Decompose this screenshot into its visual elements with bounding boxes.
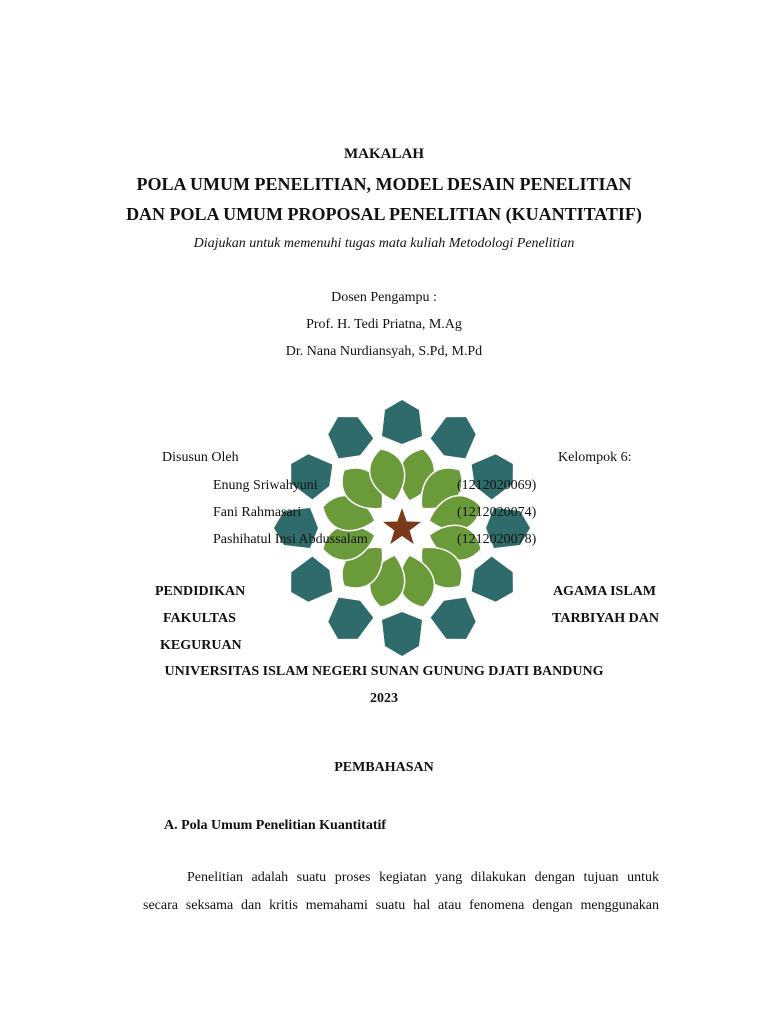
lecturer-name: Prof. H. Tedi Priatna, M.Ag [306, 317, 462, 332]
logo-outer-petal [281, 553, 339, 610]
title-line-1: POLA UMUM PENELITIAN, MODEL DESAIN PENELITIAN [136, 174, 632, 194]
logo-outer-petal [465, 447, 523, 504]
year: 2023 [370, 691, 398, 706]
lecturer-label: Dosen Pengampu : [331, 290, 437, 305]
logo-outer-petal [321, 591, 378, 649]
group-label: Kelompok 6: [558, 450, 632, 465]
title-line-2: DAN POLA UMUM PROPOSAL PENELITIAN (KUANTITATIF) [126, 204, 642, 224]
member-nim: (1212020069) [457, 478, 537, 493]
member-nim: (1212020074) [457, 505, 537, 520]
member-name: Enung Sriwahyuni [213, 478, 318, 493]
subsection-title: A. Pola Umum Penelitian Kuantitatif [164, 818, 387, 833]
logo-outer-petal [427, 591, 484, 649]
document-heading: MAKALAH [344, 146, 424, 162]
institution-left-text: FAKULTAS [163, 611, 236, 626]
member-nim: (1212020078) [457, 532, 537, 547]
institution-right-text: AGAMA ISLAM [552, 584, 656, 599]
member-name: Pashihatul Insi Abdussalam [213, 532, 368, 547]
logo-outer-petal [321, 407, 378, 465]
logo-outer-petal [382, 400, 422, 444]
lecturer-name: Dr. Nana Nurdiansyah, S.Pd, M.Pd [285, 344, 483, 359]
institution-right-text: TARBIYAH DAN [552, 611, 659, 626]
logo-outer-petal [427, 407, 484, 465]
member-name: Fani Rahmasari [213, 505, 302, 520]
logo-outer-petal [281, 447, 339, 504]
authors-label: Disusun Oleh [162, 450, 239, 465]
paragraph-line: secara seksama dan kritis memahami suatu hal atau fenomena dengan menggunakan [143, 898, 659, 913]
university-logo [272, 398, 532, 658]
institution-left-text: PENDIDIKAN [155, 584, 246, 599]
section-title: PEMBAHASAN [334, 760, 434, 775]
logo-outer-petal [382, 612, 422, 656]
institution-left-text: KEGURUAN [160, 638, 242, 653]
university-name: UNIVERSITAS ISLAM NEGERI SUNAN GUNUNG DJATI BANDUNG [164, 664, 604, 679]
logo-star [383, 508, 421, 544]
subtitle: Diajukan untuk memenuhi tugas mata kuliah Metodologi Penelitian [193, 236, 575, 251]
logo-outer-petal [465, 553, 523, 610]
paragraph-line: Penelitian adalah suatu proses kegiatan yang dilakukan dengan tujuan untuk [187, 870, 659, 885]
